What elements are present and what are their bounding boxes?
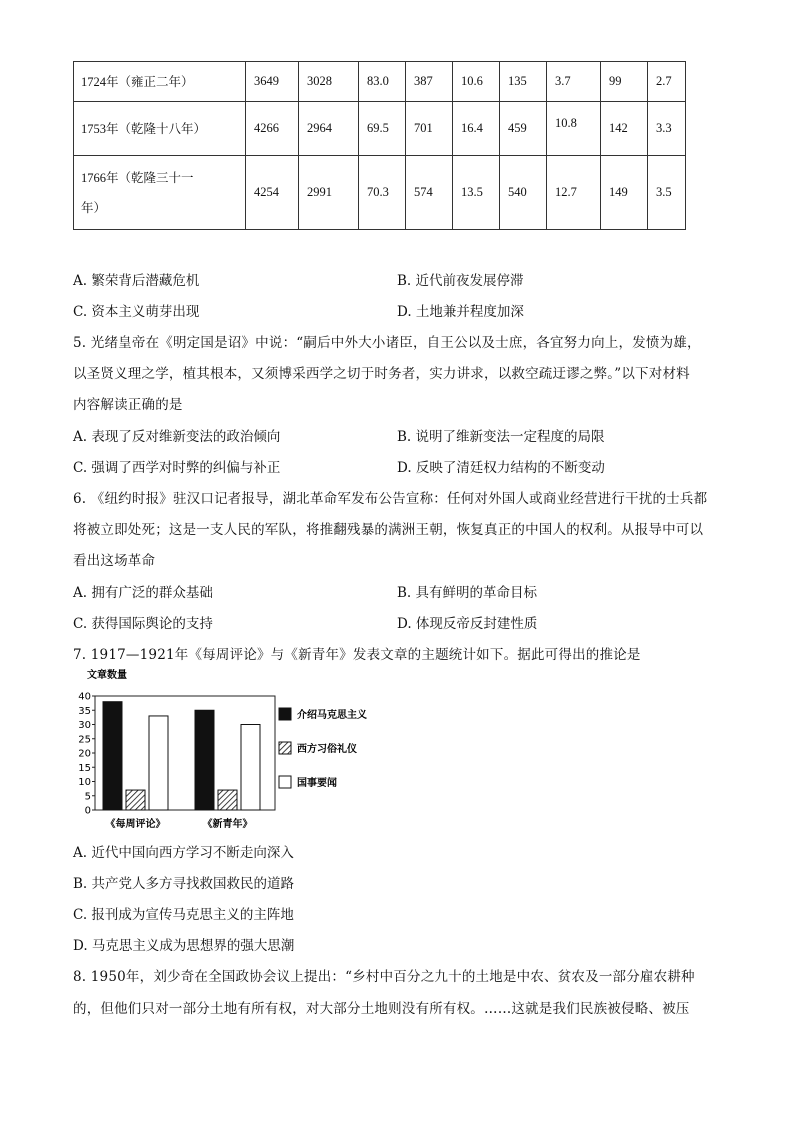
q8-stem-line: 8. 1950年，刘少奇在全国政协会议上提出：“乡村中百分之九十的土地是中农、贫农及一部分雇农耕种 [73, 969, 695, 985]
cell-line: 1766年（乾隆三十一 [81, 170, 194, 185]
table-cell: 387 [406, 62, 453, 102]
q6-option-b: B. 具有鲜明的革命目标 [397, 585, 538, 601]
bar [149, 716, 168, 810]
q5-stem-line: 内容解读正确的是 [73, 397, 183, 413]
q5-stem-line: 以圣贤义理之学，植其根本，又须博采西学之切于时务者，实力讲求，以救空疏迂谬之弊。”以下对材料 [73, 366, 690, 382]
q5-stem-line: 5. 光绪皇帝在《明定国是诏》中说：“嗣后中外大小诸臣，自王公以及士庶，各宜努力向上，发愤为雄， [73, 335, 701, 351]
table-cell: 10.6 [453, 62, 500, 102]
table-cell: 10.8 [547, 102, 601, 156]
table-cell [74, 156, 246, 230]
q7-option-c: C. 报刊成为宣传马克思主义的主阵地 [73, 907, 294, 923]
q5-option-b: B. 说明了维新变法一定程度的局限 [397, 429, 605, 445]
q5-option-a: A. 表现了反对维新变法的政治倾向 [73, 429, 281, 445]
q7-stem-line: 7. 1917—1921年《每周评论》与《新青年》发表文章的主题统计如下。据此可得出的推论是 [73, 647, 641, 663]
q6-option-a: A. 拥有广泛的群众基础 [73, 585, 213, 601]
table-cell: 16.4 [453, 102, 500, 156]
q7-option-b: B. 共产党人多方寻找救国救民的道路 [73, 876, 295, 892]
q5-option-d: D. 反映了清廷权力结构的不断变动 [397, 460, 605, 476]
q6-stem-line: 6. 《纽约时报》驻汉口记者报导，湖北革命军发布公告宣称：任何对外国人或商业经营进行干扰的士兵都 [73, 491, 708, 507]
table-cell: 540 [500, 156, 547, 230]
legend-swatch [279, 776, 291, 788]
y-axis-label: 文章数量 [87, 670, 127, 681]
table-cell: 13.5 [453, 156, 500, 230]
table-row [74, 156, 686, 230]
q4-option-b: B. 近代前夜发展停滞 [397, 273, 524, 289]
table-cell: 4266 [246, 102, 299, 156]
table-cell: 3.5 [648, 156, 686, 230]
table-cell: 2991 [299, 156, 359, 230]
y-tick-label: 30 [78, 720, 91, 731]
q6-option-d: D. 体现反帝反封建性质 [397, 616, 538, 632]
table-cell: 12.7 [547, 156, 601, 230]
table-cell: 3028 [299, 62, 359, 102]
y-tick-label: 25 [78, 734, 91, 746]
table-cell: 135 [500, 62, 547, 102]
bar [218, 790, 237, 810]
table-cell: 142 [601, 102, 648, 156]
legend-swatch [279, 708, 291, 720]
x-category-label: 《每周评论》 [105, 819, 166, 830]
table-cell: 149 [601, 156, 648, 230]
table-row [74, 102, 686, 156]
legend-label: 介绍马克思主义 [297, 710, 367, 721]
table-row [74, 62, 686, 102]
y-tick-label: 20 [78, 748, 91, 760]
data-table [73, 61, 686, 230]
bar [103, 702, 122, 810]
q8-stem-line: 的，但他们只对一部分土地有所有权，对大部分土地则没有所有权。……这就是我们民族被侵略、被压 [73, 1001, 690, 1017]
table-cell: 1724年（雍正二年） [74, 62, 246, 102]
bar-chart [73, 668, 373, 840]
table-cell: 1753年（乾隆十八年） [74, 102, 246, 156]
y-tick-label: 35 [78, 705, 91, 717]
table-cell: 2964 [299, 102, 359, 156]
y-tick-label: 10 [78, 777, 91, 788]
table-cell: 3.7 [547, 62, 601, 102]
cell-line: 年） [81, 200, 107, 215]
table-cell: 3649 [246, 62, 299, 102]
legend-label: 国事要闻 [297, 778, 337, 789]
q6-stem-line: 看出这场革命 [73, 553, 156, 569]
table-cell: 99 [601, 62, 648, 102]
table-cell: 2.7 [648, 62, 686, 102]
q6-option-c: C. 获得国际舆论的支持 [73, 616, 213, 632]
legend-label: 西方习俗礼仪 [297, 744, 357, 755]
q6-stem-line: 将被立即处死；这是一支人民的军队，将推翻残暴的满洲王朝，恢复真正的中国人的权利。从报导中可以 [73, 522, 704, 538]
y-tick-label: 40 [78, 691, 91, 703]
legend-swatch [279, 742, 291, 754]
q7-option-d: D. 马克思主义成为思想界的强大思潮 [73, 938, 295, 954]
table-cell: 459 [500, 102, 547, 156]
bar [241, 725, 260, 811]
x-category-label: 《新青年》 [202, 819, 253, 830]
y-tick-label: 5 [84, 791, 91, 803]
y-tick-label: 0 [84, 805, 91, 817]
table-cell: 70.3 [359, 156, 406, 230]
table-cell: 83.0 [359, 62, 406, 102]
y-tick-label: 15 [78, 762, 91, 774]
q5-option-c: C. 强调了西学对时弊的纠偏与补正 [73, 460, 281, 476]
bar [126, 790, 145, 810]
q4-option-c: C. 资本主义萌芽出现 [73, 304, 200, 320]
q4-option-a: A. 繁荣背后潜藏危机 [73, 273, 200, 289]
q4-option-d: D. 土地兼并程度加深 [397, 304, 524, 320]
table-cell: 574 [406, 156, 453, 230]
q7-option-a: A. 近代中国向西方学习不断走向深入 [73, 845, 294, 861]
table-cell: 69.5 [359, 102, 406, 156]
table-cell: 701 [406, 102, 453, 156]
bar [195, 710, 214, 810]
table-cell: 3.3 [648, 102, 686, 156]
table-cell: 4254 [246, 156, 299, 230]
